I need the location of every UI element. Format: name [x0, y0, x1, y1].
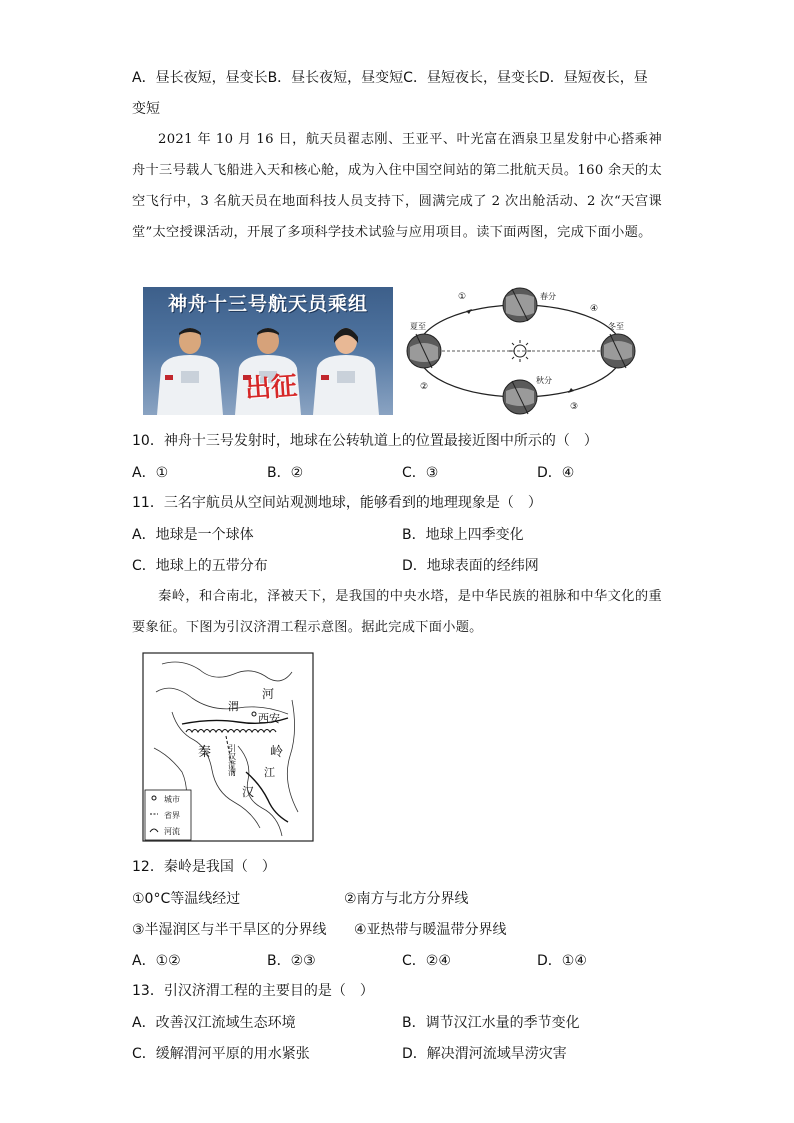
earth-orbit-diagram — [402, 287, 642, 415]
q13-option-d[interactable]: D．解决渭河流域旱涝灾害 — [402, 1046, 567, 1062]
q12-statements-row2 — [132, 919, 672, 939]
map-label-xian: 西安 — [258, 712, 280, 725]
q10-option-d[interactable]: D．④ — [537, 465, 575, 481]
passage-shenzhou-text: 2021 年 10 月 16 日，航天员翟志刚、王亚平、叶光富在酒泉卫星发射中心搭乘神舟十三号载人飞船进入天和核心舱，成为入住中国空间站的第二批航天员。160 余天的太空飞行中，3 名航天员在地面科技人员支持下，圆满完成了 2 次出舱活动、2 次“天宫课堂”太空授课活动，开展了多项科学技术试验与应用项目。读下面两图，完成下面小题。 — [132, 132, 662, 240]
q13-option-a[interactable]: A．改善汉江流域生态环境 — [132, 1015, 296, 1031]
q12-option-b[interactable]: B．②③ — [267, 953, 316, 969]
map-label-han: 汉 — [242, 785, 255, 799]
q12-stem: 12．秦岭是我国（ ） — [132, 859, 276, 875]
q9-options-line2: 变短 — [132, 101, 160, 117]
astronaut-figure — [307, 313, 385, 415]
label-spring: 春分 — [540, 292, 556, 301]
earth-winter — [601, 334, 635, 368]
q12-statement-4: ④亚热带与暖温带分界线 — [354, 922, 507, 938]
map-label-he: 河 — [262, 687, 275, 701]
label-winter: 冬至 — [608, 322, 624, 331]
earth-summer — [407, 334, 441, 368]
q12-option-d[interactable]: D．①④ — [537, 953, 587, 969]
q13-option-b[interactable]: B．调节汉江水量的季节变化 — [402, 1015, 580, 1031]
q10-option-c[interactable]: C．③ — [402, 465, 439, 481]
earth-spring — [503, 288, 537, 322]
position-4: ④ — [590, 304, 599, 314]
q11-option-a[interactable]: A．地球是一个球体 — [132, 527, 254, 543]
passage-qinling-text: 秦岭，和合南北，泽被天下，是我国的中央水塔，是中华民族的祖脉和中华文化的重要象征。下图为引汉济渭工程示意图。据此完成下面小题。 — [132, 589, 662, 635]
q12-statement-3: ③半湿润区与半干旱区的分界线 — [132, 922, 327, 938]
q11-options-row1 — [132, 524, 672, 544]
q11-option-c[interactable]: C．地球上的五带分布 — [132, 558, 268, 574]
position-3: ③ — [570, 402, 579, 412]
map-label-qin: 秦 — [198, 745, 212, 760]
q12-statements-row1 — [132, 888, 672, 908]
map-label-project: 引汉济渭 — [227, 744, 237, 776]
position-2: ② — [420, 382, 429, 392]
legend-border-label: 省界 — [164, 811, 180, 820]
city-xian-icon — [252, 712, 256, 716]
astronaut-crew-photo — [143, 287, 393, 415]
q10-stem: 10．神舟十三号发射时，地球在公转轨道上的位置最接近图中所示的（ ） — [132, 433, 598, 449]
passage-shenzhou — [132, 124, 662, 248]
position-1: ① — [458, 292, 467, 302]
q13-options-row2 — [132, 1043, 672, 1063]
legend-city-label: 城市 — [164, 795, 180, 804]
astronaut-figure — [151, 313, 229, 415]
label-autumn: 秋分 — [536, 376, 552, 385]
q11-options-row2 — [132, 555, 672, 575]
q13-stem: 13．引汉济渭工程的主要目的是（ ） — [132, 983, 374, 999]
label-summer: 夏至 — [410, 322, 426, 331]
photo-stamp: 出征 — [244, 371, 299, 405]
q12-statement-1: ①0°C等温线经过 — [132, 891, 241, 907]
q12-statement-2: ②南方与北方分界线 — [344, 891, 469, 907]
hanjiang-weihe-map — [142, 652, 314, 842]
legend-city-icon — [152, 796, 156, 800]
q13-option-c[interactable]: C．缓解渭河平原的用水紧张 — [132, 1046, 310, 1062]
map-label-wei: 渭 — [228, 700, 239, 713]
q12-option-a[interactable]: A．①② — [132, 953, 181, 969]
q13-options-row1 — [132, 1012, 672, 1032]
q11-option-b[interactable]: B．地球上四季变化 — [402, 527, 524, 543]
q11-stem: 11．三名宇航员从空间站观测地球，能够看到的地理现象是（ ） — [132, 495, 542, 511]
map-label-ling: 岭 — [270, 745, 284, 760]
legend-river-label: 河流 — [164, 827, 180, 836]
q11-option-d[interactable]: D．地球表面的经纬网 — [402, 558, 539, 574]
q12-option-c[interactable]: C．②④ — [402, 953, 451, 969]
q9-options-line1: A．昼长夜短，昼变长B．昼长夜短，昼变短C．昼短夜长，昼变长D．昼短夜长，昼 — [132, 70, 648, 86]
photo-title: 神舟十三号航天员乘组 — [167, 293, 368, 315]
q10-option-a[interactable]: A．① — [132, 465, 169, 481]
q10-options — [132, 462, 672, 482]
q10-option-b[interactable]: B．② — [267, 465, 304, 481]
passage-qinling — [132, 581, 662, 643]
map-label-jiang: 江 — [264, 766, 275, 779]
map-legend — [145, 790, 191, 840]
q12-options — [132, 950, 672, 970]
earth-autumn — [503, 380, 537, 414]
